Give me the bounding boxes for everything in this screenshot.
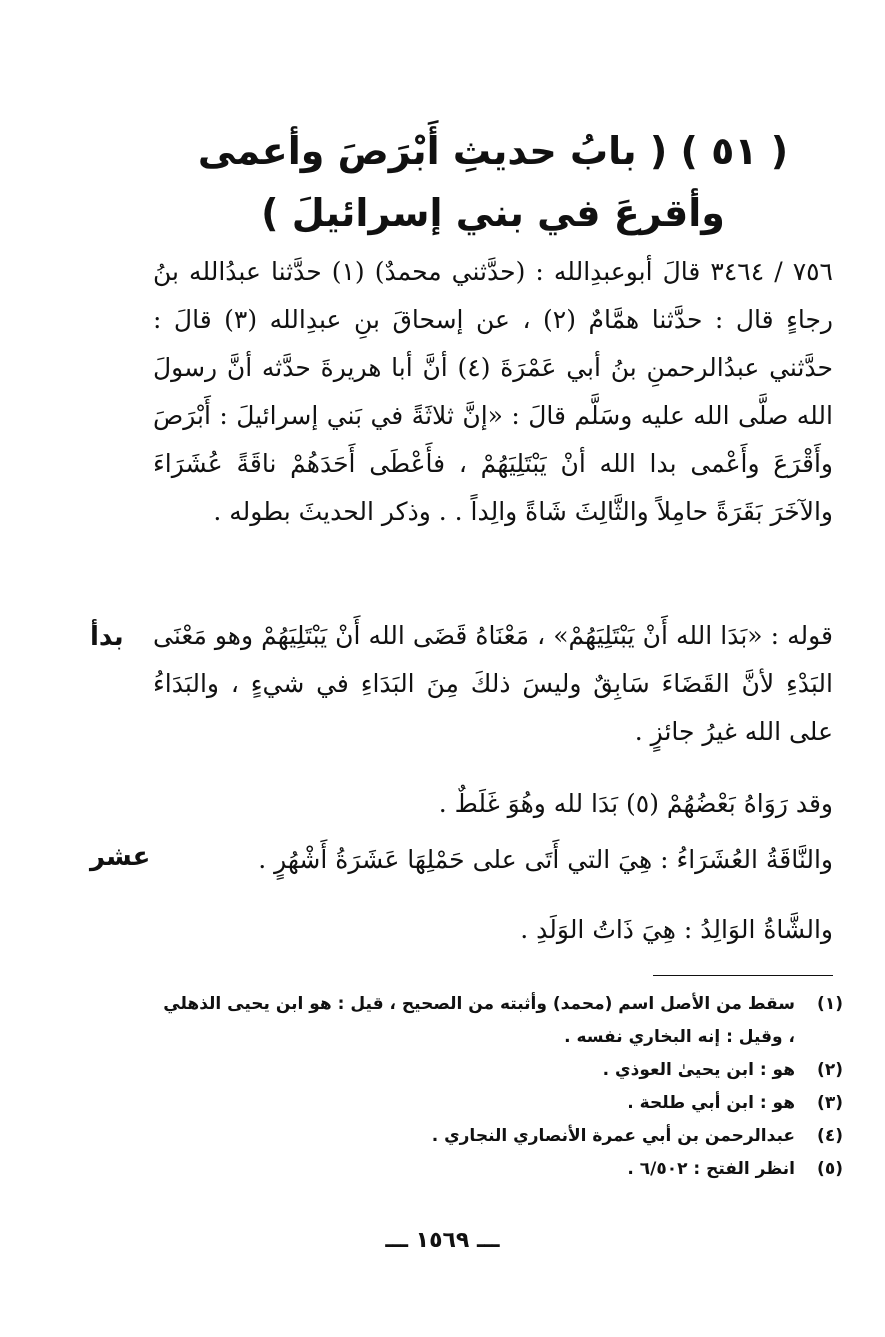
commentary-line-naqa: والنَّاقَةُ العُشَرَاءُ : هِيَ التي أَتَى على حَمْلِهَا عَشَرَةُ أَشْهُرٍ . xyxy=(258,845,833,874)
footnote xyxy=(153,988,843,1054)
page-number: ـــ ١٥٦٩ ـــ xyxy=(385,1228,500,1253)
hadith-paragraph: ٧٥٦ / ٣٤٦٤ قالَ أبوعبدِالله : (حدَّثني محمدٌ) (١) حدَّثنا عبدُالله بنُ رجاءٍ قال : حدَّثنا همَّامٌ (٢) ، عن إسحاقَ بنِ عبدِالله (٣) قالَ : حدَّثني عبدُالرحمنِ بنُ أبي عَمْرَةَ (٤) أنَّ أبا هريرةَ حدَّثه أنَّ رسولَ الله صلَّى الله عليه وسَلَّم قالَ : «إنَّ ثلاثَةً في بَني إسرائيلَ : أَبْرَصَ وأَقْرَعَ وأَعْمى بدا الله أنْ يَبْتَلِيَهُمْ ، فأَعْطَى أَحَدَهُمْ ناقَةً عُشَرَاءَ والآخَرَ بَقَرَةً حامِلاً والثَّالِثَ شَاةً والِداً . . وذكر الحديثَ بطوله . xyxy=(153,257,833,526)
footnote xyxy=(153,1087,843,1120)
footnote-number: (١) xyxy=(817,994,843,1014)
footnote-divider xyxy=(653,975,833,976)
margin-keyword-ushar: عشر xyxy=(90,842,151,872)
footnote xyxy=(153,1153,843,1186)
footnotes xyxy=(153,988,843,1186)
footnote-number: (٢) xyxy=(817,1060,843,1080)
margin-keyword-bada: بدأ xyxy=(90,622,124,652)
footnote-text: هو : ابن أبي طلحة . xyxy=(627,1093,795,1113)
footnote xyxy=(153,1120,843,1153)
commentary-line-shah: والشَّاةُ الوَالِدُ : هِيَ ذَاتُ الوَلَدِ . xyxy=(520,915,833,944)
footnote xyxy=(153,1054,843,1087)
footnote-text: هو : ابن يحيىٰ العوذي . xyxy=(602,1060,795,1080)
commentary-line-narration: وقد رَوَاهُ بَعْضُهُمْ (٥) بَدَا لله وهُوَ غَلَطٌ . xyxy=(438,789,833,818)
footnote-number: (٣) xyxy=(817,1093,843,1113)
chapter-title: ( ٥١ ) ( بابُ حديثِ أَبْرَصَ وأعمى وأقرعَ في بني إسرائيلَ ) xyxy=(197,129,789,235)
commentary-paragraph: قوله : «بَدَا الله أَنْ يَبْتَلِيَهُمْ» ، مَعْنَاهُ قَضَى الله أَنْ يَبْتَلِيَهُمْ وهو مَعْنَى البَدْءِ لأنَّ القَضَاءَ سَابِقٌ وليسَ ذلكَ مِنَ البَدَاءِ في شيءٍ ، والبَدَاءُ على الله غيرُ جائزٍ . xyxy=(153,621,833,746)
footnote-number: (٥) xyxy=(817,1159,843,1179)
footnote-text: سقط من الأصل اسم (محمد) وأثبته من الصحيح ، قيل : هو ابن يحيى الذهلي ، وقيل : إنه البخاري نفسه . xyxy=(163,994,795,1047)
footnote-text: انظر الفتح : ٦/٥٠٢ . xyxy=(627,1159,795,1179)
footnote-text: عبدالرحمن بن أبي عمرة الأنصاري النجاري . xyxy=(431,1126,795,1146)
footnote-number: (٤) xyxy=(817,1126,843,1146)
